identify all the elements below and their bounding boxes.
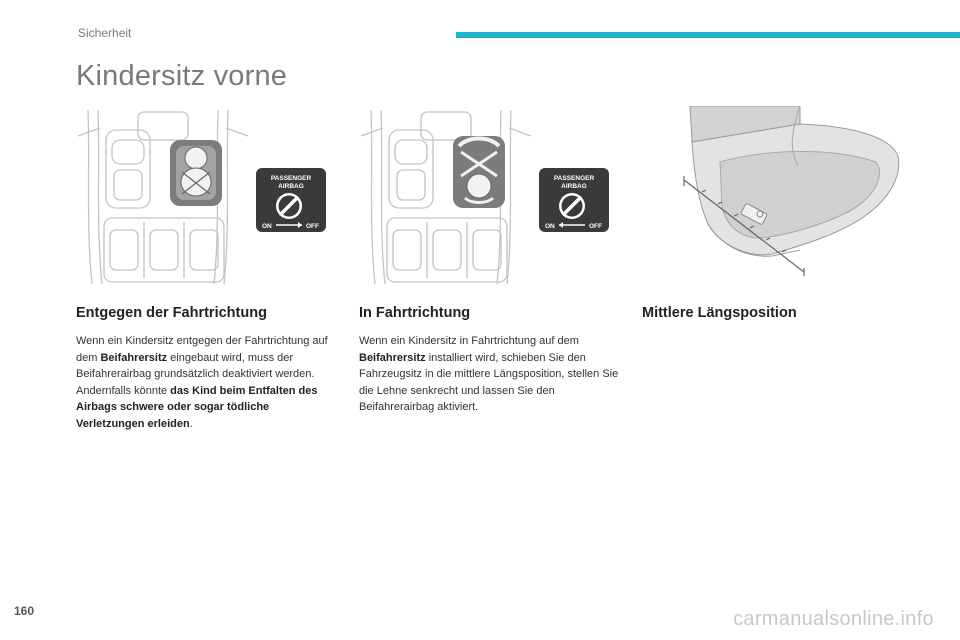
section-rear-facing <box>76 305 338 432</box>
car-interior-outline <box>78 110 248 284</box>
rear-facing-child-seat-illustration <box>78 106 334 286</box>
header-accent-bar <box>456 32 960 38</box>
section-heading: In Fahrtrichtung <box>359 305 471 321</box>
svg-text:AIRBAG: AIRBAG <box>561 183 587 190</box>
passenger-airbag-off-label <box>256 168 326 232</box>
car-interior-outline <box>361 110 531 284</box>
page-number: 160 <box>14 604 35 618</box>
section-label: Sicherheit <box>78 26 132 40</box>
text-run: Wenn ein Kindersitz in Fahrtrichtung auf dem <box>359 335 579 347</box>
text-run: eingebaut wird, muss der Beifahrerairbag grundsätzlich deaktiviert werden. Andernfalls könnte <box>76 351 315 397</box>
text-run: . <box>189 417 193 430</box>
child-seat-figure <box>170 140 222 206</box>
page-title: Kindersitz vorne <box>76 60 288 92</box>
forward-facing-child-seat-illustration <box>361 106 617 286</box>
section-middle-position <box>642 305 904 333</box>
svg-text:PASSENGER: PASSENGER <box>553 175 595 182</box>
svg-text:OFF: OFF <box>589 223 602 230</box>
svg-text:PASSENGER: PASSENGER <box>270 175 312 182</box>
section-heading: Mittlere Längsposition <box>642 305 797 321</box>
text-run: installiert wird, schieben Sie den Fahrzeugsitz in die mittlere Längsposition, stellen Sie die Lehne senkrecht und lassen Sie den Beifahrerairbag aktiviert. <box>359 351 619 413</box>
watermark: carmanualsonline.info <box>733 608 934 630</box>
section-body <box>76 333 338 432</box>
svg-text:AIRBAG: AIRBAG <box>278 183 304 190</box>
svg-text:OFF: OFF <box>306 223 319 230</box>
section-forward-facing <box>359 305 621 416</box>
bold-text-run: das Kind beim Entfalten des Airbags schwere oder sogar tödliche Verletzungen erleiden <box>76 384 318 430</box>
svg-text:ON: ON <box>262 223 272 230</box>
section-heading: Entgegen der Fahrtrichtung <box>76 305 267 321</box>
child-seat-figure <box>453 136 505 208</box>
seat-figure <box>690 106 899 256</box>
section-body <box>359 333 621 416</box>
seat-middle-position-illustration <box>680 106 920 276</box>
text-run: Wenn ein Kindersitz entgegen der Fahrtrichtung auf dem <box>76 335 328 364</box>
passenger-airbag-on-label <box>539 168 609 232</box>
bold-text-run: Beifahrersitz <box>359 351 426 364</box>
svg-text:ON: ON <box>545 223 555 230</box>
bold-text-run: Beifahrersitz <box>100 351 168 364</box>
